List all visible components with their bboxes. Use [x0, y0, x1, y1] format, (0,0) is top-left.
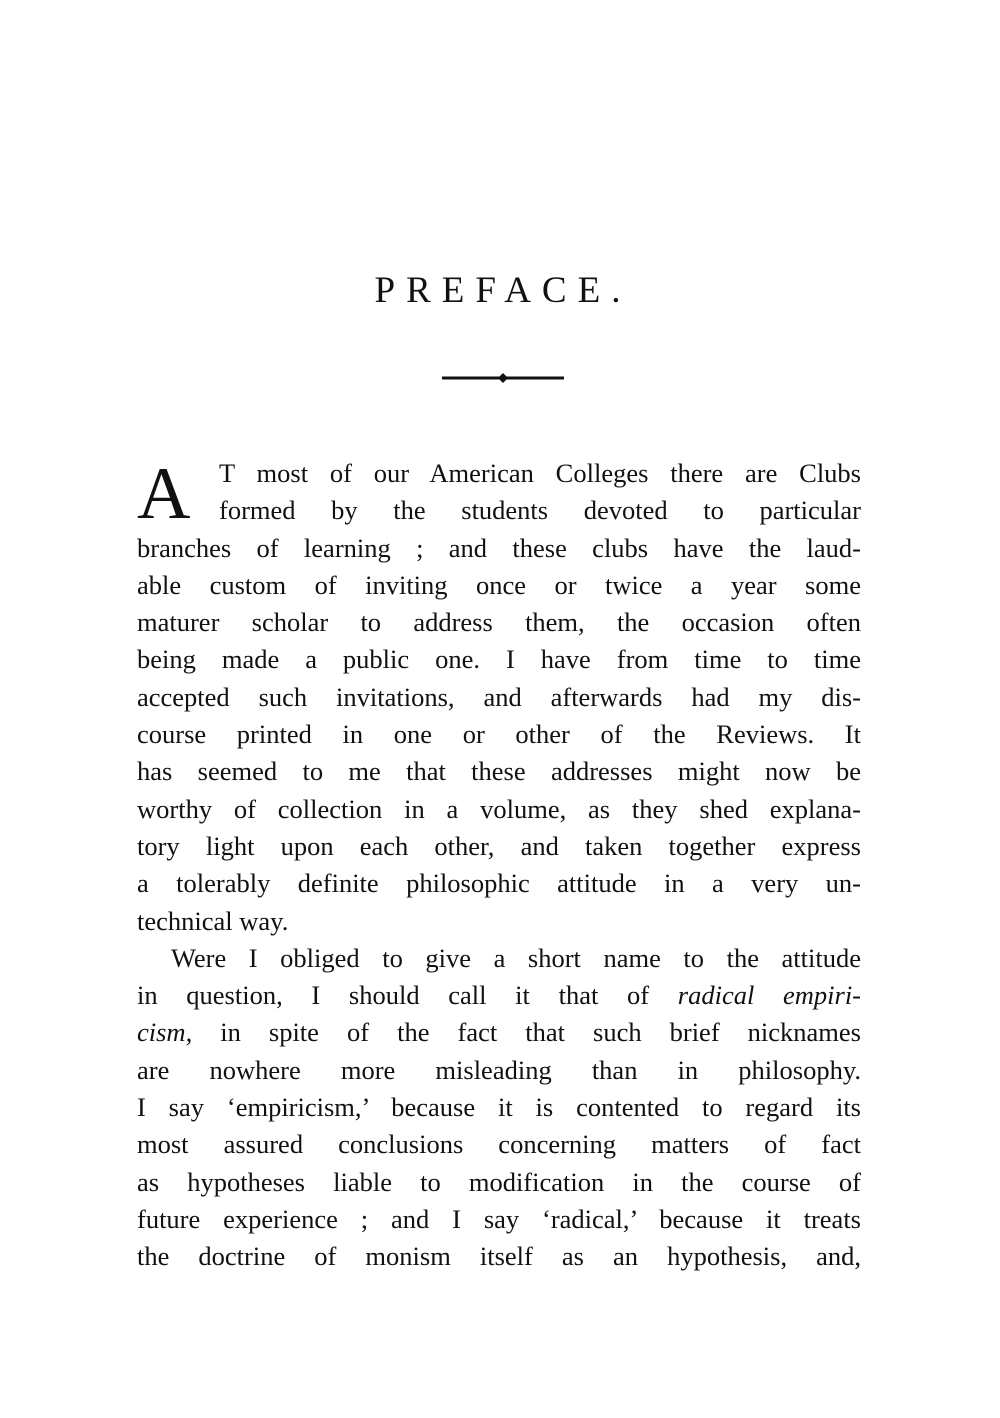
text-line: branches of learning ; and these clubs have the laud-: [137, 532, 861, 563]
text-line: worthy of collection in a volume, as they shed explana-: [137, 793, 861, 824]
text-line: accepted such invitations, and afterwards had my dis-: [137, 681, 861, 712]
text-line: [137, 977, 861, 1014]
text-line: [137, 1014, 861, 1051]
page-title: PREFACE.: [374, 270, 632, 311]
text-line: Were I obliged to give a short name to the attitude: [171, 942, 861, 973]
title-ornament-divider: [442, 370, 564, 386]
text-line: course printed in one or other of the Reviews. It: [137, 719, 861, 750]
paragraph-2: [137, 940, 861, 1276]
text-line: most assured conclusions concerning matters of fact: [137, 1129, 861, 1160]
text-line: technical way.: [137, 905, 289, 936]
text-line: has seemed to me that these addresses might now be: [137, 756, 861, 787]
text-line: able custom of inviting once or twice a year some: [137, 569, 861, 600]
text-line: the doctrine of monism itself as an hypothesis, and,: [137, 1241, 861, 1272]
text-line: being made a public one. I have from time to time: [137, 644, 861, 675]
italic-term: cism,: [137, 1017, 193, 1048]
text-line: formed by the students devoted to particular: [219, 495, 861, 526]
preface-body: [137, 455, 861, 1276]
drop-cap: A: [137, 453, 191, 535]
paragraph-1: [137, 455, 861, 940]
text-line: I say ‘empiricism,’ because it is contented to regard its: [137, 1092, 861, 1123]
text-line: a tolerably definite philosophic attitude in a very un-: [137, 868, 861, 899]
italic-term: radical empiri-: [677, 980, 861, 1011]
text-line: tory light upon each other, and taken together express: [137, 830, 861, 861]
text-run: in question, I should call it that of: [137, 980, 678, 1011]
text-line: are nowhere more misleading than in philosophy.: [137, 1054, 861, 1085]
text-run: in spite of the fact that such brief nicknames: [192, 1017, 861, 1048]
text-line: maturer scholar to address them, the occasion often: [137, 607, 861, 638]
text-line: as hypotheses liable to modification in the course of: [137, 1166, 861, 1197]
text-line: T most of our American Colleges there are Clubs: [219, 458, 861, 488]
text-line: future experience ; and I say ‘radical,’ because it treats: [137, 1203, 861, 1234]
